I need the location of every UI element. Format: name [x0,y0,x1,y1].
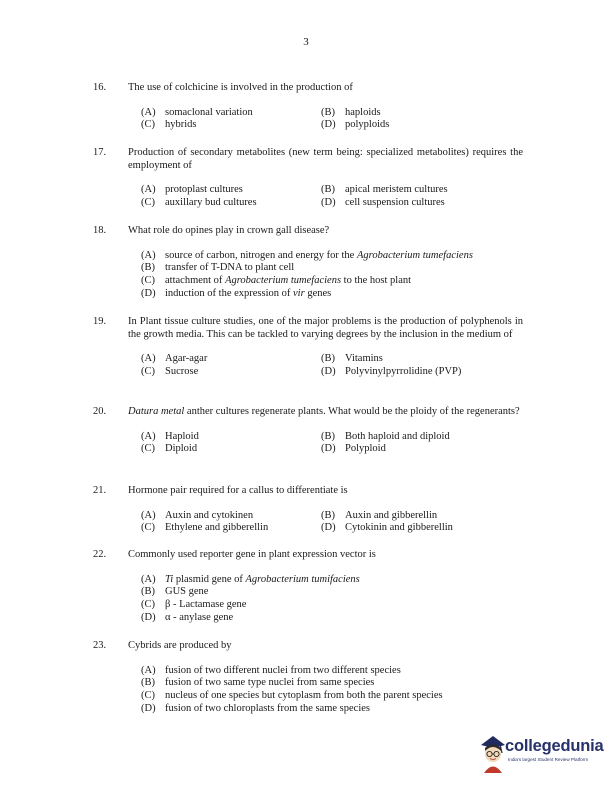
option-text: protoplast cultures [165,184,243,196]
option-label: (B) [141,262,155,274]
options [141,250,523,301]
option-text: Cytokinin and gibberellin [345,522,453,534]
option-label: (B) [141,586,155,598]
option-text: Auxin and gibberellin [345,509,438,521]
option-text: fusion of two different nuclei from two different species [165,664,401,676]
question-23 [93,640,523,716]
option-text: Sucrose [165,365,199,377]
question-19 [93,316,523,379]
option-text: Polyvinylpyrrolidine (PVP) [345,365,462,377]
logo-wordmark: collegedunia [505,737,604,755]
option-text: haploids [345,106,381,118]
question-17 [93,147,523,210]
options [141,107,523,133]
option-label: (A) [141,430,156,442]
option-text: α - anylase gene [165,611,234,623]
question-number: 21. [93,485,107,496]
option-label: (A) [141,353,156,365]
question-number: 19. [93,316,107,327]
option-label: (A) [141,184,156,196]
options [141,353,523,379]
options [141,184,523,210]
question-stem: In Plant tissue culture studies, one of the major problems is the production of polyphenols in the growth media. This can be tackled to varying degrees by the inclusion in the medium of [128,316,523,340]
option-text: β - Lactamase gene [165,599,247,611]
option-label: (C) [141,443,155,455]
option-label: (B) [321,509,335,521]
option-text: hybrids [165,119,197,131]
option-text: fusion of two same type nuclei from same species [165,677,375,689]
option-label: (C) [141,196,155,208]
question-21 [93,485,523,535]
option-text: polyploids [345,119,390,131]
question-stem: Cybrids are produced by [128,640,232,651]
option-label: (D) [321,443,336,455]
option-text: Polyploid [345,443,386,455]
option-label: (B) [321,184,335,196]
option-text: GUS gene [165,586,209,598]
option-label: (C) [141,690,155,702]
option-text: source of carbon, nitrogen and energy for the Agrobacterium tumefaciens [165,249,473,261]
option-label: (A) [141,106,156,118]
option-label: (B) [321,430,335,442]
option-text: Both haploid and diploid [345,430,450,442]
option-label: (D) [321,196,336,208]
option-text: somaclonal variation [165,106,253,118]
option-label: (C) [141,522,155,534]
options [141,431,523,457]
option-text: Ethylene and gibberellin [165,522,269,534]
option-label: (C) [141,119,155,131]
question-number: 16. [93,82,107,93]
option-label: (C) [141,365,155,377]
option-label: (B) [321,353,335,365]
question-number: 22. [93,549,107,560]
option-text: transfer of T-DNA to plant cell [165,262,295,274]
options [141,510,523,536]
option-label: (B) [321,106,335,118]
mascot-icon [478,733,508,775]
question-number: 18. [93,225,107,236]
option-text: apical meristem cultures [345,184,448,196]
option-label: (B) [141,677,155,689]
option-label: (D) [141,287,156,299]
option-text: Agar-agar [165,353,208,365]
question-22 [93,549,523,625]
question-stem: Commonly used reporter gene in plant expression vector is [128,549,376,560]
option-label: (C) [141,599,155,611]
options [141,574,523,625]
option-label: (A) [141,664,156,676]
option-text: Ti plasmid gene of Agrobacterium tumifaciens [165,573,360,585]
logo-tagline: India's largest Student Review Platform [508,757,589,762]
option-label: (D) [141,611,156,623]
option-text: Auxin and cytokinen [165,509,254,521]
question-stem: Hormone pair required for a callus to differentiate is [128,485,348,496]
option-label: (D) [321,522,336,534]
question-16 [93,82,523,132]
option-text: fusion of two chloroplasts from the same species [165,702,370,714]
collegedunia-logo[interactable] [478,731,608,781]
option-text: attachment of Agrobacterium tumefaciens to the host plant [165,275,412,287]
option-label: (D) [141,702,156,714]
question-number: 20. [93,406,107,417]
question-number: 23. [93,640,107,651]
question-stem: The use of colchicine is involved in the production of [128,82,353,93]
option-label: (A) [141,249,156,261]
option-text: induction of the expression of vir genes [165,287,332,299]
page-number: 3 [303,36,309,48]
option-label: (D) [321,365,336,377]
option-text: nucleus of one species but cytoplasm from both the parent species [165,690,443,702]
question-stem: What role do opines play in crown gall disease? [128,225,330,236]
question-20 [93,406,523,456]
option-label: (A) [141,509,156,521]
question-stem: Datura metal anther cultures regenerate plants. What would be the ploidy of the regenerants? [128,406,520,417]
question-18 [93,225,523,301]
option-text: Haploid [165,430,199,442]
option-text: cell suspension cultures [345,196,445,208]
options [141,665,523,716]
option-label: (C) [141,275,155,287]
option-label: (A) [141,573,156,585]
option-text: Vitamins [345,353,383,365]
option-label: (D) [321,119,336,131]
question-number: 17. [93,147,107,158]
option-text: auxillary bud cultures [165,196,257,208]
question-stem: Production of secondary metabolites (new term being: specialized metabolites) requires the employment of [128,147,523,171]
option-text: Diploid [165,443,198,455]
